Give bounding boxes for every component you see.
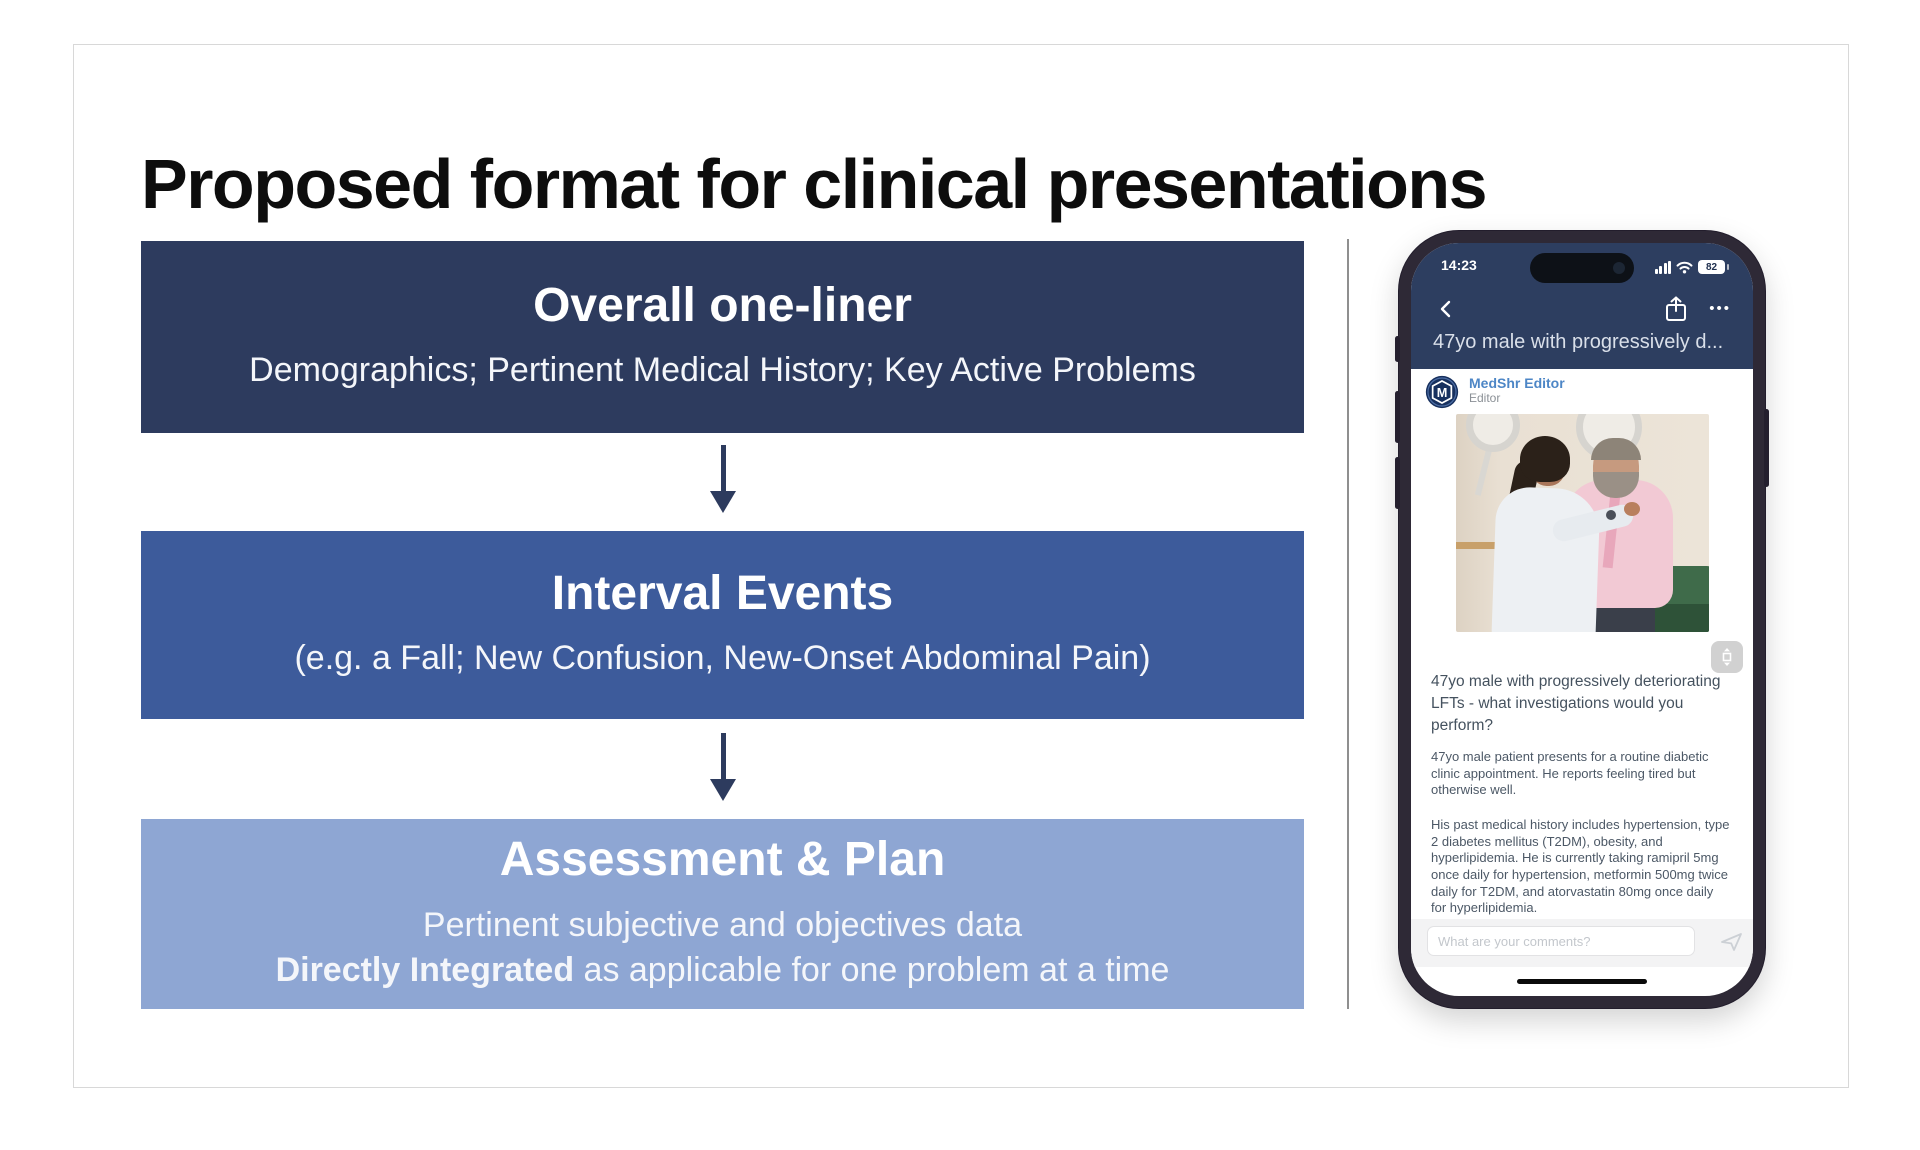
down-arrow-icon — [709, 733, 737, 801]
post-title-truncated: 47yo male with progressively d... — [1433, 331, 1724, 353]
flow-box-heading: Interval Events — [551, 566, 894, 620]
phone-volume-up-button — [1395, 391, 1400, 443]
home-indicator[interactable] — [1517, 979, 1647, 984]
flow-box-heading: Overall one-liner — [533, 278, 912, 332]
flow-box-overall-one-liner — [141, 241, 1304, 433]
wifi-icon — [1676, 261, 1693, 274]
photo-exam-lamp — [1466, 414, 1520, 452]
status-time: 14:23 — [1441, 257, 1477, 273]
clinical-photo — [1456, 414, 1709, 632]
expand-arrows-icon — [1718, 648, 1736, 666]
phone-power-button — [1764, 409, 1769, 487]
author-name[interactable]: MedShr Editor — [1469, 375, 1565, 391]
arrow-stem — [721, 733, 726, 779]
subheading-line2-rest: as applicable for one problem at a time — [574, 951, 1170, 990]
send-comment-icon[interactable] — [1719, 929, 1745, 955]
vertical-divider — [1347, 239, 1349, 1009]
flow-box-interval-events — [141, 531, 1304, 719]
battery-icon: 82 — [1698, 260, 1725, 274]
arrow-head — [710, 491, 736, 513]
medshr-logo-icon — [1425, 375, 1459, 409]
status-icons — [1655, 259, 1730, 274]
phone-volume-down-button — [1395, 457, 1400, 509]
app-header — [1411, 243, 1753, 369]
post-author-row[interactable] — [1425, 375, 1565, 409]
photo-stethoscope — [1606, 510, 1616, 520]
down-arrow-icon — [709, 445, 737, 513]
photo-doctor-coat — [1491, 486, 1600, 632]
flow-box-assessment-plan — [141, 819, 1304, 1009]
nav-actions — [1663, 295, 1731, 323]
comment-input[interactable] — [1427, 926, 1695, 956]
flow-box-heading: Assessment & Plan — [499, 832, 946, 886]
flow-box-subheading: (e.g. a Fall; New Confusion, New-Onset Abdominal Pain) — [294, 639, 1151, 678]
post-question: 47yo male with progressively deteriorating LFTs - what investigations would you perform? — [1431, 673, 1721, 734]
battery-nub — [1727, 264, 1729, 270]
photo-doctor-hand — [1624, 502, 1640, 516]
dynamic-island — [1530, 253, 1634, 283]
author-text — [1469, 375, 1565, 406]
share-icon[interactable] — [1663, 295, 1689, 323]
post-paragraph: His past medical history includes hypertension, type 2 diabetes mellitus (T2DM), obesity, and hyperlipidemia. He is currently taking ramipril 5mg once daily for hypertension, metformin 500mg twice daily for T2DM, and atorvastatin 80mg once daily for hyperlipidemia. — [1431, 817, 1730, 916]
slide-title: Proposed format for clinical presentations — [141, 144, 1487, 223]
back-chevron-icon[interactable] — [1435, 297, 1459, 321]
arrow-head — [710, 779, 736, 801]
logo-letter: M — [1436, 385, 1448, 401]
photo-doctor-hair — [1520, 436, 1570, 482]
more-options-icon[interactable]: ••• — [1709, 300, 1731, 317]
author-role: Editor — [1469, 391, 1501, 405]
flow-box-subheading: Demographics; Pertinent Medical History; Key Active Problems — [249, 351, 1196, 390]
comment-bar — [1411, 919, 1753, 967]
phone-screen — [1411, 243, 1753, 996]
arrow-stem — [721, 445, 726, 491]
nav-bar — [1411, 295, 1753, 329]
subheading-line2-bold: Directly Integrated — [275, 951, 575, 990]
flow-box-subheading — [141, 903, 1304, 995]
status-bar — [1411, 255, 1753, 279]
presentation-slide — [73, 44, 1849, 1088]
phone-mute-switch — [1395, 336, 1400, 362]
camera-dot — [1613, 262, 1625, 274]
expand-image-button[interactable] — [1711, 641, 1743, 673]
post-paragraph: 47yo male patient presents for a routine diabetic clinic appointment. He reports feeling tired but otherwise well. — [1431, 749, 1709, 798]
cellular-signal-icon — [1655, 261, 1672, 274]
subheading-line1: Pertinent subjective and objectives data — [422, 905, 1023, 944]
phone-mockup — [1399, 231, 1765, 1008]
